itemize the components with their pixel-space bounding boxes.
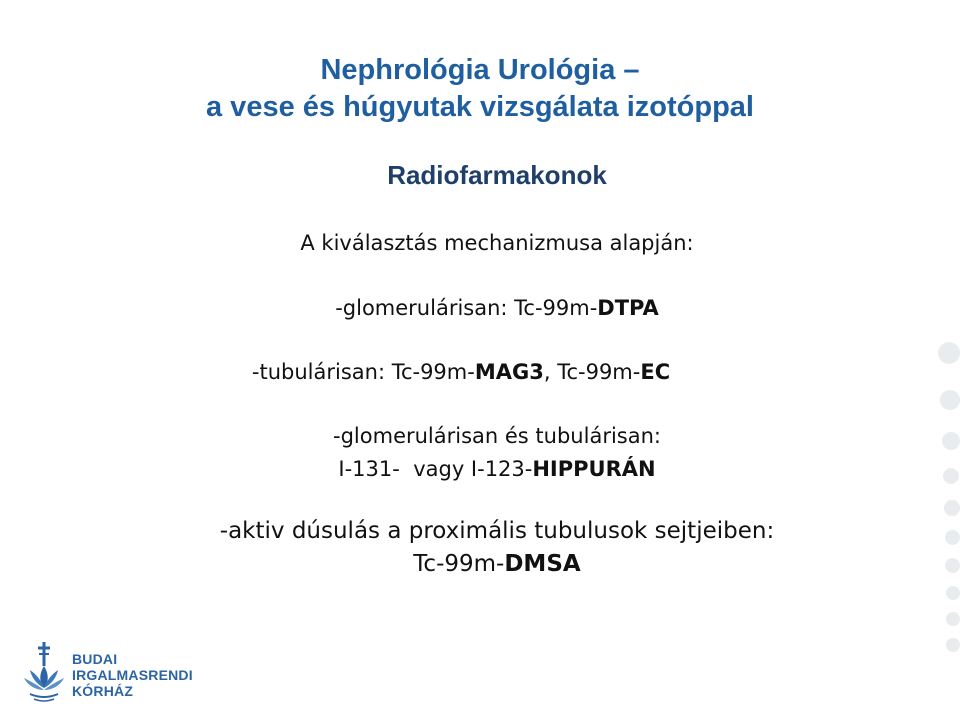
deco-dot — [946, 638, 960, 652]
intro-line: A kiválasztás mechanizmusa alapján: — [300, 231, 694, 255]
decorative-dots — [930, 320, 960, 720]
hospital-logo — [22, 640, 197, 706]
slide-title — [0, 52, 960, 126]
deco-dot — [946, 612, 960, 626]
lotus-cross-icon — [22, 640, 66, 706]
deco-dot — [942, 432, 960, 450]
active-label-line: -aktiv dúsulás a proximális tubulusok sejtjeiben: — [219, 518, 775, 544]
logo-line-1: BUDAI — [72, 651, 118, 667]
title-line-2: a vese és húgyutak vizsgálata izotóppal — [206, 91, 754, 123]
tubular-agent-2: EC — [640, 360, 671, 384]
tubular-line — [0, 357, 958, 388]
deco-dot — [944, 500, 960, 516]
tubular-prefix: -tubulárisan: Tc-99m- — [251, 360, 475, 384]
deco-dot — [945, 530, 960, 545]
deco-dot — [938, 342, 960, 364]
slide-subtitle: Radiofarmakonok — [387, 160, 607, 190]
deco-dot — [943, 468, 959, 484]
both-agent-line — [0, 454, 960, 485]
logo-line-2: IRGALMASRENDI — [72, 667, 193, 683]
active-agent: DMSA — [504, 551, 581, 577]
both-label-line: -glomerulárisan és tubulárisan: — [333, 424, 661, 448]
deco-dot — [945, 558, 960, 573]
glomerular-prefix: -glomerulárisan: Tc-99m- — [335, 296, 598, 320]
logo-line-3: KÓRHÁZ — [72, 683, 134, 699]
tubular-agent-1: MAG3 — [474, 360, 544, 384]
logo-text — [72, 651, 193, 699]
glomerular-line — [0, 293, 960, 324]
deco-dot — [940, 390, 960, 410]
tubular-separator: , Tc-99m- — [543, 360, 641, 384]
deco-dot — [946, 586, 960, 600]
glomerular-agent: DTPA — [597, 296, 659, 320]
title-line-1: Nephrológia Urológia – — [320, 54, 640, 86]
active-prefix: Tc-99m- — [413, 551, 505, 577]
both-agent: HIPPURÁN — [532, 457, 656, 481]
both-prefix: I-131- vagy I-123- — [338, 457, 533, 481]
active-agent-line — [0, 549, 960, 580]
